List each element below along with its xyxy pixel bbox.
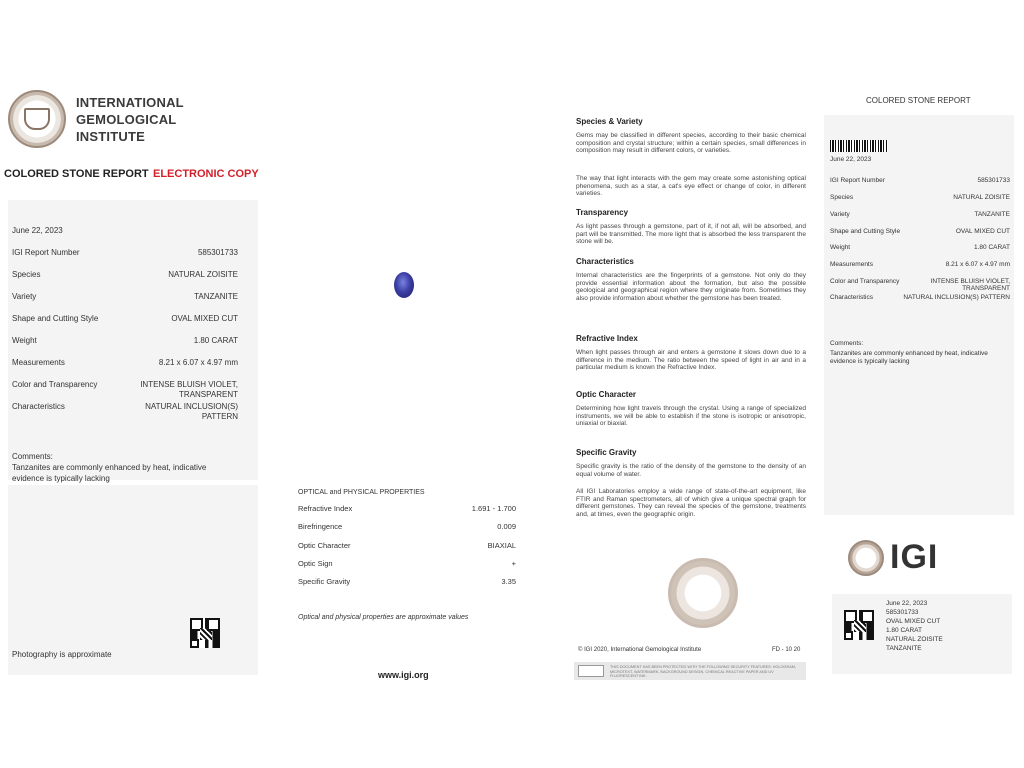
card-report-number: 585301733: [886, 609, 919, 616]
field-value: OVAL MIXED CUT: [171, 314, 238, 323]
summary-label: Species: [830, 194, 854, 201]
watermark-seal-icon: [668, 558, 738, 628]
section-heading-optic-character: Optic Character: [576, 390, 637, 399]
summary-comments-label: Comments:: [830, 340, 864, 347]
section-heading-species-variety: Species & Variety: [576, 117, 643, 126]
card-date: June 22, 2023: [886, 600, 928, 607]
summary-label: Characteristics: [830, 294, 873, 301]
electronic-copy-label: ELECTRONIC COPY: [153, 168, 259, 180]
field-value-line2: TRANSPARENT: [179, 390, 238, 399]
comments-label: Comments:: [12, 452, 53, 461]
property-value: +: [511, 559, 516, 568]
report-title: COLORED STONE REPORT: [4, 168, 149, 180]
institute-name-line3: INSTITUTE: [76, 129, 145, 144]
website-link[interactable]: www.igi.org: [378, 670, 429, 680]
section-heading-characteristics: Characteristics: [576, 257, 634, 266]
section-text-characteristics: Internal characteristics are the fingerprints of a gemstone. Not only do they provide essential information about the formation, but also the possible geological and geographical region where they originate from. Sometimes they also provide information about whether the gemstone has been treated.: [576, 272, 806, 302]
igi-logo-text: IGI: [890, 538, 939, 576]
summary-label: Color and Transparency: [830, 278, 900, 285]
institute-name-line1: INTERNATIONAL: [76, 95, 184, 110]
summary-comments-line1: Tanzanites are commonly enhanced by heat, indicative: [830, 350, 988, 357]
property-value: 0.009: [497, 522, 516, 531]
section-text-refractive-index: When light passes through air and enters a gemstone it slows down due to a difference in the medium. The ratio between the speed of light in air and in a particular medium is known the Refractive Index.: [576, 349, 806, 372]
field-value: NATURAL INCLUSION(S): [145, 402, 238, 411]
field-value-line2: PATTERN: [201, 412, 238, 421]
igi-logo-icon: [848, 540, 884, 576]
section-heading-transparency: Transparency: [576, 208, 629, 217]
qr-code-icon[interactable]: [190, 618, 220, 648]
section-text-species-variety-1: Gems may be classified in different species, according to their basic chemical composition and crystal structure; within a certain species, small differences in composition may result in different colors, or varieties.: [576, 132, 806, 155]
field-value: NATURAL ZOISITE: [168, 270, 238, 279]
field-row-characteristics: [12, 402, 238, 422]
report-footer-panel: [8, 485, 258, 675]
field-label: IGI Report Number: [12, 248, 80, 257]
summary-label: Measurements: [830, 261, 873, 268]
comments-text-line1: Tanzanites are commonly enhanced by heat, indicative: [12, 463, 207, 472]
form-code: FD - 10 20: [772, 647, 801, 653]
field-label: Variety: [12, 292, 37, 301]
report-date: June 22, 2023: [12, 226, 63, 235]
property-label: Optic Sign: [298, 559, 333, 568]
property-value: BIAXIAL: [487, 541, 516, 550]
comments-text-line2: evidence is typically lacking: [12, 474, 110, 483]
section-heading-refractive-index: Refractive Index: [576, 334, 638, 343]
section-text-optic-character: Determining how light travels through the crystal. Using a range of specialized instruments, we will be able to establish if the stone is isotropic or anisotropic, uniaxial or biaxial.: [576, 405, 806, 428]
summary-label: Variety: [830, 211, 850, 218]
summary-row-color: [830, 278, 1010, 294]
security-disclaimer-text: THIS DOCUMENT HAS BEEN PROTECTED WITH THE FOLLOWING SECURITY FEATURES: HOLOGRAM, MICROTEXT, WATERMARK, BACKGROUND DESIGN, CHEMICAL REACTIVE PAPER AND UV FLUORESCENT INK.: [610, 665, 796, 678]
summary-value: 8.21 x 6.07 x 4.97 mm: [945, 261, 1010, 268]
field-value: 8.21 x 6.07 x 4.97 mm: [158, 358, 238, 367]
summary-value: TANZANITE: [974, 211, 1010, 218]
property-label: Refractive Index: [298, 504, 353, 513]
property-label: Birefringence: [298, 522, 343, 531]
field-label: Weight: [12, 336, 37, 345]
summary-value: NATURAL INCLUSION(S) PATTERN: [903, 294, 1010, 301]
gemstone-photo: [394, 272, 414, 298]
property-value: 3.35: [501, 577, 516, 586]
summary-label: IGI Report Number: [830, 177, 885, 184]
barcode-icon: [830, 140, 888, 152]
section-heading-specific-gravity: Specific Gravity: [576, 448, 637, 457]
summary-comments-line2: evidence is typically lacking: [830, 358, 910, 365]
summary-title: COLORED STONE REPORT: [866, 96, 971, 105]
summary-body-panel: [824, 115, 1014, 515]
photography-note: Photography is approximate: [12, 650, 112, 659]
card-qr-code-icon[interactable]: [844, 610, 874, 640]
field-label: Characteristics: [12, 402, 65, 411]
summary-label: Weight: [830, 244, 851, 251]
field-row-color: [12, 380, 238, 400]
card-variety: TANZANITE: [886, 645, 922, 652]
card-species: NATURAL ZOISITE: [886, 636, 943, 643]
igi-seal-icon: [8, 90, 66, 148]
properties-note: Optical and physical properties are approximate values: [298, 614, 469, 621]
summary-value: 585301733: [977, 177, 1010, 184]
field-label: Shape and Cutting Style: [12, 314, 99, 323]
summary-label: Shape and Cutting Style: [830, 228, 901, 235]
institute-name-line2: GEMOLOGICAL: [76, 112, 177, 127]
section-text-species-variety-2: The way that light interacts with the gem may create some astonishing optical phenomena, such as a star, a cat's eye effect or change of color, in different varieties.: [576, 175, 806, 198]
card-weight: 1.80 CARAT: [886, 627, 923, 634]
summary-value-line2: TRANSPARENT: [962, 285, 1010, 292]
field-value: 585301733: [197, 248, 238, 257]
properties-heading: OPTICAL and PHYSICAL PROPERTIES: [298, 489, 425, 496]
property-label: Specific Gravity: [298, 577, 351, 586]
field-value: 1.80 CARAT: [193, 336, 238, 345]
summary-value: 1.80 CARAT: [973, 244, 1010, 251]
property-label: Optic Character: [298, 541, 351, 550]
field-value: TANZANITE: [194, 292, 238, 301]
field-label: Color and Transparency: [12, 380, 98, 389]
field-value: INTENSE BLUISH VIOLET,: [140, 380, 238, 389]
copyright-text: © IGI 2020, International Gemological Institute: [578, 647, 702, 653]
property-value: 1.691 - 1.700: [471, 504, 516, 513]
summary-value: NATURAL ZOISITE: [953, 194, 1010, 201]
card-cut: OVAL MIXED CUT: [886, 618, 941, 625]
section-text-specific-gravity-2: All IGI Laboratories employ a wide range of state-of-the-art equipment, like FTIR and Raman spectrometers, all of which give a unique spectral graph for different gemstones. They can reveal the species of the gemstone, treatments and, at times, even the geographic origin.: [576, 488, 806, 518]
security-disclaimer-strip: [574, 662, 806, 680]
section-text-specific-gravity-1: Specific gravity is the ratio of the density of the gemstone to the density of an equal volume of water.: [576, 463, 806, 478]
summary-date: June 22, 2023: [830, 156, 872, 163]
summary-value: INTENSE BLUISH VIOLET,: [930, 278, 1010, 285]
security-feature-icon: [578, 665, 604, 677]
section-text-transparency: As light passes through a gemstone, part of it, if not all, will be absorbed, and part will be transmitted. The more light that is absorbed the less transparent the stone will be.: [576, 223, 806, 246]
field-label: Measurements: [12, 358, 65, 367]
field-label: Species: [12, 270, 41, 279]
summary-value: OVAL MIXED CUT: [955, 228, 1010, 235]
